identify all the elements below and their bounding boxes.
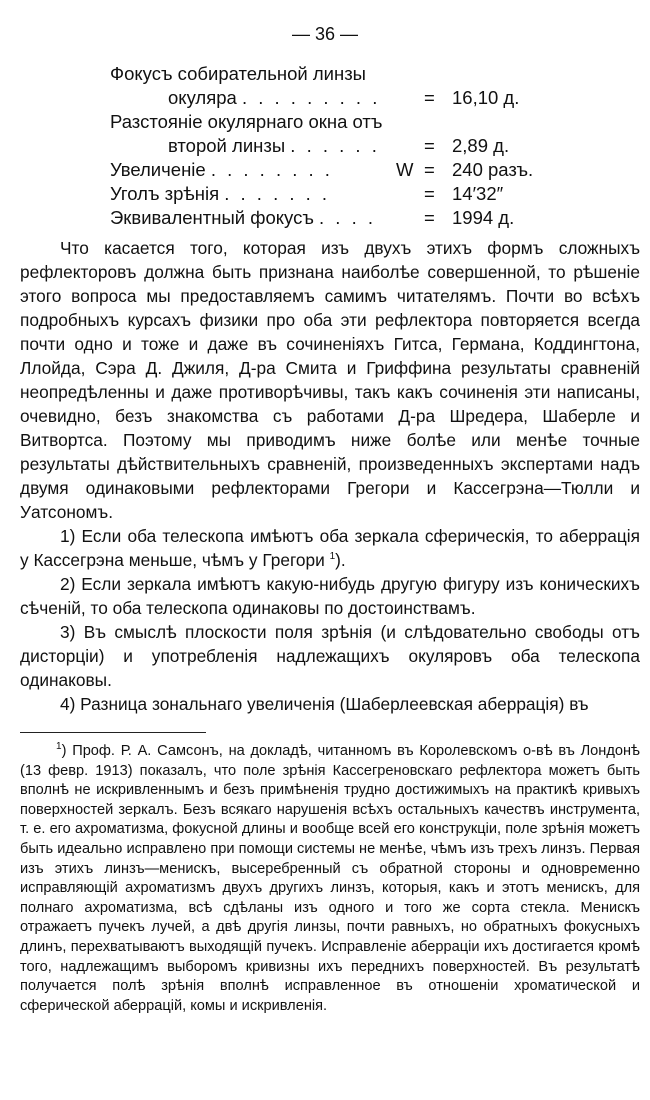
spec-label-text: Эквивалентный фокусъ	[110, 207, 314, 228]
spec-value: 240 разъ.	[452, 159, 534, 180]
leader-dots: . . . . . .	[290, 135, 380, 156]
spec-label-text: второй линзы	[168, 135, 286, 156]
spec-row	[110, 86, 550, 110]
leader-dots: . . . . . . . . .	[241, 87, 381, 108]
leader-dots: . . . . . . .	[224, 183, 331, 204]
footnote	[20, 742, 640, 1016]
footnote-divider	[20, 732, 206, 733]
spec-label-text: Увеличеніе	[110, 159, 206, 180]
paragraph: 4) Разница зональнаго увеличенія (Шаберлеевская аберрація) въ	[60, 694, 589, 714]
paragraph	[20, 524, 640, 572]
leader-dots: . . . . . . . .	[210, 159, 333, 180]
spec-symbol: W	[396, 159, 414, 180]
paragraph: 3) Въ смыслѣ плоскости поля зрѣнія (и слѣдовательно свободы отъ дисторціи) и употребленія надлежащихъ окуляровъ оба телескопа одинаковы.	[20, 622, 640, 690]
equals-sign: =	[424, 87, 435, 108]
footnote-marker: 1	[56, 741, 62, 753]
paragraph-text-end: ).	[335, 550, 346, 570]
spec-value: 16,10 д.	[452, 87, 520, 108]
paragraph-text: 1) Если оба телескопа имѣютъ оба зеркала сферическія, то аберрація у Кассегрэна меньше, чѣмъ у Грегори	[20, 526, 640, 570]
spec-row	[110, 182, 550, 206]
spec-value: 2,89 д.	[452, 135, 510, 156]
spec-row	[110, 110, 550, 134]
equals-sign: =	[424, 207, 435, 228]
spec-label-text: окуляра	[168, 87, 237, 108]
equals-sign: =	[424, 135, 435, 156]
spec-label: Разстояніе окулярнаго окна отъ	[110, 111, 383, 132]
spec-label-text: Уголъ зрѣнія	[110, 183, 220, 204]
spec-label: Фокусъ собирательной линзы	[110, 63, 366, 84]
footnote-text	[20, 742, 640, 1016]
equals-sign: =	[424, 159, 435, 180]
spec-value: 1994 д.	[452, 207, 515, 228]
spec-row	[110, 206, 550, 230]
spec-row	[110, 62, 550, 86]
body-text	[20, 236, 640, 716]
paragraph: 2) Если зеркала имѣютъ какую-нибудь другую фигуру изъ коническихъ сѣченій, то оба телескопа одинаковы по достоинствамъ.	[20, 574, 640, 618]
lens-spec-table	[110, 62, 550, 230]
footnote-body: ) Проф. Р. А. Самсонъ, на докладѣ, читанномъ въ Королевскомъ о-вѣ въ Лондонѣ (13 февр. 1913) показалъ, что поле зрѣнія Кассегреновскаго рефлектора можетъ быть вполнѣ не искривленнымъ и безъ примѣненія трудно достижимыхъ на практикѣ кривыхъ поверхностей зеркалъ. Безъ всякаго нарушенія всѣхъ остальныхъ качествъ инструмента, т. е. его ахроматизма, фокусной длины и вообще всей его конструкціи, поле зрѣнія можетъ быть идеально исправлено при помощи системы не менѣе, чѣмъ изъ трехъ линзъ. Первая изъ этихъ линзъ—менискъ, высеребренный съ обратной стороны и одновременно исправляющій ахроматизмъ двухъ другихъ линзъ, которыя, какъ и этотъ менискъ, для полнаго ахроматизма, всѣ сдѣланы изъ одного и того же сорта стекла. Менискъ отражаетъ пучекъ лучей, а двѣ другія линзы, почти равныхъ, но обратныхъ фокусныхъ длинъ, перехватываютъ выходящій пучекъ. Исправленіе аберраціи ихъ достигается кромѣ того, надлежащимъ выборомъ кривизны ихъ переднихъ поверхностей. Въ результатѣ получается полѣ зрѣнія вполнѣ исправленное въ отношеніи хроматической и сферической аберрацій, комы и искривленія.	[20, 743, 640, 1014]
footnote-ref[interactable]: 1	[329, 551, 336, 563]
spec-label	[110, 158, 333, 182]
spec-row	[110, 134, 550, 158]
spec-label	[168, 134, 380, 158]
spec-row	[110, 158, 550, 182]
spec-label	[168, 86, 380, 110]
equals-sign: =	[424, 183, 435, 204]
paragraph: Что касается того, которая изъ двухъ этихъ формъ сложныхъ рефлекторовъ должна быть признана наиболѣе совершенной, то рѣшеніе этого вопроса мы предоставляемъ самимъ читателямъ. Почти во всѣхъ подробныхъ курсахъ физики про оба эти рефлектора повторяется всегда почти одно и тоже и даже въ сочиненіяхъ Гитса, Германа, Коддингтона, Ллойда, Сэра Д. Джиля, Д-ра Смита и Гриффина результаты сравненій неопредѣленны и даже противорѣчивы, такъ какъ сочиненія эти написаны, очевидно, безъ знакомства съ работами Д-ра Шредера, Шаберле и Витвортса. Поэтому мы приводимъ ниже болѣе или менѣе точные результаты дѣйствительныхъ сравненій, произведенныхъ экспертами надъ двумя одинаковыми рефлекторами Грегори и Кассегрэна—Тюлли и Уатсономъ.	[20, 238, 640, 522]
spec-label	[110, 206, 376, 230]
page-number: — 36 —	[291, 24, 359, 44]
spec-value: 14′32″	[452, 183, 504, 204]
leader-dots: . . . .	[319, 207, 377, 228]
spec-label	[110, 182, 330, 206]
